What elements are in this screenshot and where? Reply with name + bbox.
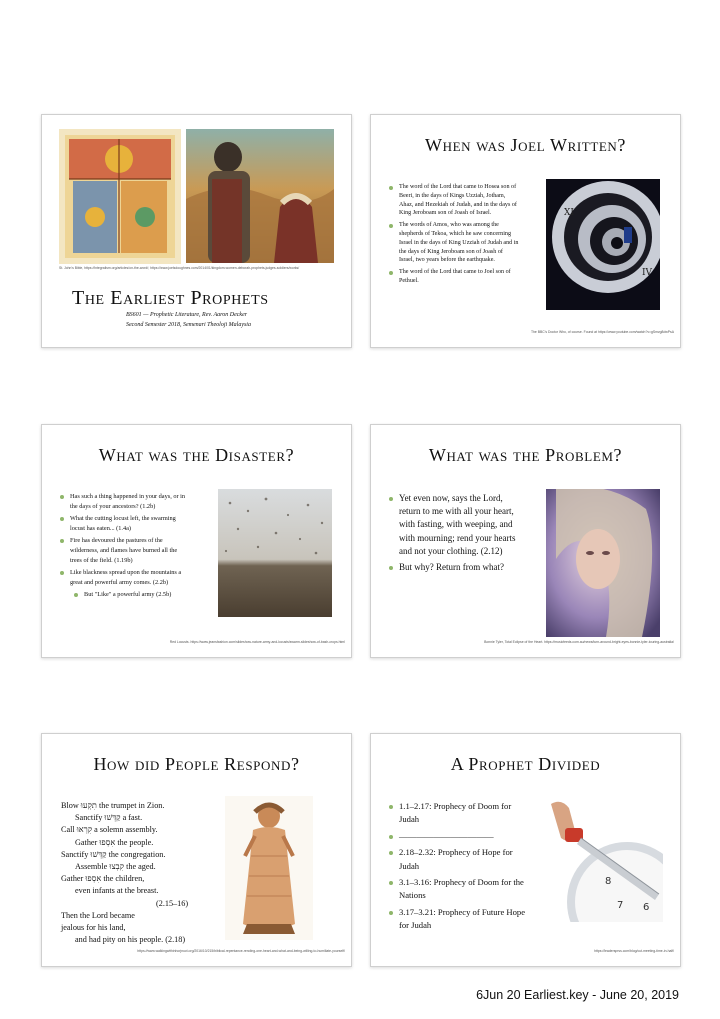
clock-vortex-image	[546, 179, 660, 310]
bullet-icon	[389, 911, 393, 915]
slide-earliest-prophets[interactable]	[41, 114, 352, 348]
svg-text:IV: IV	[642, 268, 653, 278]
image-credit: St. John's Bible, https://integralism.org/articles/on-the-word/; https://www.joelsdoughnes.com/2014/01/kingdom-women-deborah-prophets-judges-soldiers/works/	[59, 266, 300, 270]
bullet-icon	[389, 497, 393, 501]
slide-title: What was the Problem?	[428, 445, 623, 465]
slide-a-prophet-divided[interactable]	[370, 733, 681, 967]
bullet-icon	[74, 593, 78, 597]
slide-what-was-the-disaster[interactable]	[41, 424, 352, 658]
list-item: But why? Return from what?	[389, 561, 521, 574]
slide-title: How did People Respond?	[93, 754, 300, 774]
list-item: Like blackness spread upon the mountains a great and powerful army comes. (2.2b)	[60, 568, 190, 587]
bullet-icon	[389, 805, 393, 809]
image-credit: The BBC's Doctor Who, of course. Found at https://www.youtube.com/watch?v=gSmzg8dwPsA	[530, 330, 674, 334]
passage-line: jealous for his land,	[61, 923, 126, 933]
bullet-icon	[389, 835, 393, 839]
bullet-list	[389, 492, 521, 577]
slide-what-was-the-problem[interactable]	[370, 424, 681, 658]
bullet-list	[389, 183, 519, 289]
bullet-list	[389, 800, 527, 936]
bullet-icon	[60, 517, 64, 521]
clock-knife-image	[547, 798, 663, 922]
list-item: The word of the Lord that came to Joel son of Pethuel.	[389, 268, 519, 286]
semester-label: Second Semester 2018, Semenari Theoloji Malaysia	[126, 322, 251, 328]
bullet-list	[60, 492, 190, 603]
mourning-figure-image	[225, 796, 313, 940]
bullet-icon	[389, 851, 393, 855]
list-item: Yet even now, says the Lord, return to me with all your heart, with fasting, with weeping, and with mourning; rend your hearts and not your clothing. (2.12)	[389, 492, 521, 558]
slide-when-was-joel-written[interactable]	[370, 114, 681, 348]
list-item: What the cutting locust left, the swarming locust has eaten... (1.4a)	[60, 514, 190, 533]
svg-text:6: 6	[643, 902, 650, 913]
passage-line: Assemble קִבְצוּ the aged.	[75, 862, 156, 872]
list-item: 2.18–2.32: Prophecy of Hope for Judah	[389, 846, 527, 873]
list-item: Has such a thing happened in your days, or in the days of your ancestors? (1.2b)	[60, 492, 190, 511]
bullet-icon	[60, 539, 64, 543]
passage-line: Then the Lord became	[61, 910, 135, 920]
page-footer: 6Jun 20 Earliest.key - June 20, 2019	[476, 988, 679, 1002]
list-item: 3.1–3.16: Prophecy of Doom for the Nations	[389, 876, 527, 903]
slide-title: What was the Disaster?	[98, 445, 295, 465]
locust-swarm-image	[218, 489, 332, 617]
bullet-icon	[389, 224, 393, 228]
list-item: 1.1–2.17: Prophecy of Doom for Judah	[389, 800, 527, 827]
passage-line: Gather אִסְפוּ the people.	[75, 837, 154, 847]
passage-line: even infants at the breast.	[75, 886, 159, 896]
bullet-icon	[389, 186, 393, 190]
slide-title: The Earliest Prophets	[72, 287, 269, 309]
list-item: The words of Amos, who was among the shepherds of Tekoa, which he saw concerning Israel in the days of King Uzziah of Judah and in the days of King Jeroboam son of Joash of Israel, two years before the earthquake.	[389, 221, 519, 265]
passage-line: Sanctify קַדְּשׁוּ the congregation.	[61, 849, 166, 859]
prophets-painting-image	[186, 129, 334, 263]
slide-how-did-people-respond[interactable]	[41, 733, 352, 967]
joel-passage	[61, 800, 188, 946]
bullet-icon	[389, 566, 393, 570]
slide-title: When was Joel Written?	[425, 135, 626, 155]
passage-line: and had pity on his people. (2.18)	[75, 935, 186, 945]
illuminated-manuscript-image	[59, 129, 181, 264]
list-item: 3.17–3.21: Prophecy of Future Hope for Judah	[389, 906, 527, 933]
passage-line: Blow תִקְעוּ the trumpet in Zion.	[61, 801, 165, 810]
passage-line: Gather אִסְפוּ the children,	[61, 874, 145, 884]
passage-line: Call קִרְאוּ a solemn assembly.	[61, 825, 158, 835]
svg-text:7: 7	[617, 900, 624, 911]
passage-line: Sanctify קַדְּשׁוּ a fast.	[75, 813, 143, 823]
passage-reference: (2.15–16)	[156, 898, 189, 908]
course-subtitle: BS601 — Prophetic Literature, Rev. Aaron Decker	[126, 312, 248, 318]
slide-title: A Prophet Divided	[450, 754, 601, 774]
bullet-icon	[389, 271, 393, 275]
image-credit: Bonnie Tyler, Total Eclipse of the Heart. https://musicfeeds.com.au/news/turn-around-bright-eyes-bonnie-tyler-touring-australia/	[484, 640, 674, 644]
list-item: The word of the Lord that came to Hosea son of Beeri, in the days of Kings Uzziah, Jotham, Ahaz, and Hezekiah of Judah, and in the days of King Jeroboam son of Joash of Israel.	[389, 183, 519, 218]
svg-text:8: 8	[605, 876, 612, 887]
image-credit: https://leadersprss.com/blog/cut-meeting-time-in-half/	[594, 949, 674, 953]
list-item: ———————————	[389, 830, 527, 843]
list-item: But "Like" a powerful army (2.5b)	[74, 590, 190, 600]
bullet-icon	[60, 495, 64, 499]
image-credit: Red Locusts. https://www.jeansfashion.com/slideshow-nature-army-and-locusts/swarm-slideshow-of-bash-crops.html	[169, 640, 345, 644]
portrait-image	[546, 489, 660, 637]
bullet-icon	[389, 881, 393, 885]
list-item: Fire has devoured the pastures of the wilderness, and flames have burned all the trees of the field. (1.19b)	[60, 536, 190, 565]
bullet-icon	[60, 571, 64, 575]
svg-text:XI: XI	[564, 208, 574, 218]
image-credit: https://www.walkingwithinhorjnuct.org/2016/10/215/biblical-repentance-rending-one-heart-and-what-and-being-willing-to-humiliate-yourself/	[137, 949, 345, 953]
